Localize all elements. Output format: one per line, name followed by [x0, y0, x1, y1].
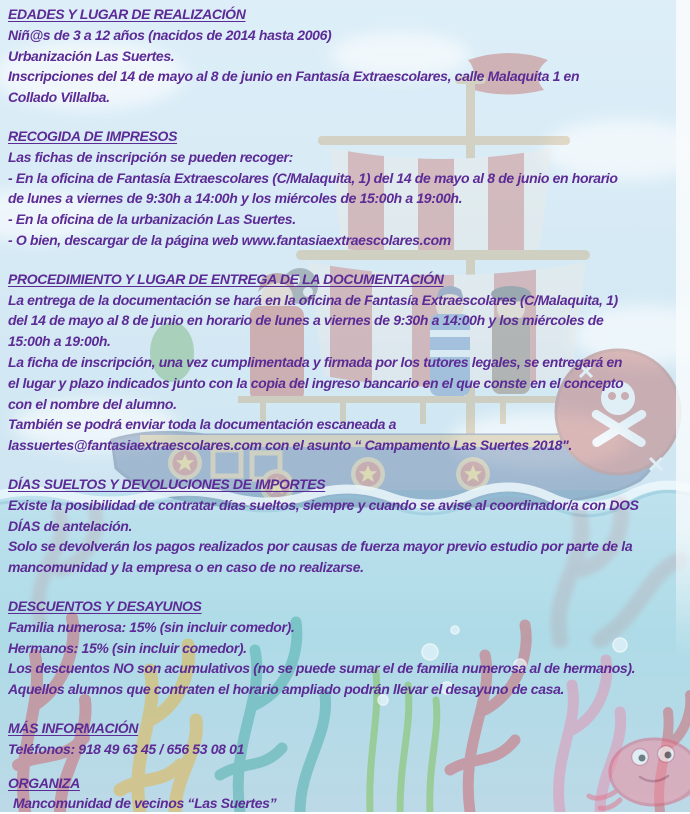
text-line: el lugar y plazo indicados junto con la copia del ingreso bancario en el que conste en el concepto [8, 373, 686, 394]
section-organiza [8, 773, 686, 814]
section-title: EDADES Y LUGAR DE REALIZACIÓN [8, 4, 686, 25]
text-line: Aquellos alumnos que contraten el horario ampliado podrán llevar el desayuno de casa. [8, 679, 686, 700]
text-line: con el nombre del alumno. [8, 394, 686, 415]
text-line: Familia numerosa: 15% (sin incluir comedor). [8, 617, 686, 638]
text-line: de lunes a viernes de 9:30h a 14:00h y los miércoles de 15:00h a 19:00h. [8, 188, 686, 209]
text-line: Las fichas de inscripción se pueden recoger: [8, 147, 686, 168]
section-procedimiento-entrega [8, 269, 686, 456]
text-line: La entrega de la documentación se hará en la oficina de Fantasía Extraescolares (C/Malaquita, 1) [8, 290, 686, 311]
text-line: Hermanos: 15% (sin incluir comedor). [8, 638, 686, 659]
text-line: Inscripciones del 14 de mayo al 8 de junio en Fantasía Extraescolares, calle Malaquita 1 en [8, 66, 686, 87]
section-edades [8, 4, 686, 108]
section-descuentos-desayunos [8, 596, 686, 700]
text-line: del 14 de mayo al 8 de junio en horario de lunes a viernes de 9:30h a 14:00h y los miércoles de [8, 310, 686, 331]
section-mas-informacion [8, 718, 686, 760]
section-recogida-impresos [8, 126, 686, 251]
section-dias-sueltos [8, 474, 686, 578]
website-line: - O bien, descargar de la página web www.fantasiaextraescolares.com [8, 230, 686, 251]
text-line: Urbanización Las Suertes. [8, 46, 686, 67]
section-title: DESCUENTOS Y DESAYUNOS [8, 596, 686, 617]
text-line: Collado Villalba. [8, 87, 686, 108]
text-line: También se podrá enviar toda la documentación escaneada a [8, 414, 686, 435]
text-line: Los descuentos NO son acumulativos (no se puede sumar el de familia numerosa al de hermanos). [8, 658, 686, 679]
text-line: DÍAS de antelación. [8, 516, 686, 537]
section-title: RECOGIDA DE IMPRESOS [8, 126, 686, 147]
text-line: Existe la posibilidad de contratar días sueltos, siempre y cuando se avise al coordinador/a con DOS [8, 495, 686, 516]
section-title: MÁS INFORMACIÓN [8, 718, 686, 739]
phone-numbers-line: Teléfonos: 918 49 63 45 / 656 53 08 01 [8, 739, 686, 760]
email-line: lassuertes@fantasiaextraescolares.com con el asunto “ Campamento Las Suertes 2018". [8, 435, 686, 456]
text-line: Solo se devolverán los pagos realizados por causas de fuerza mayor previo estudio por parte de la [8, 536, 686, 557]
section-title: PROCEDIMIENTO Y LUGAR DE ENTREGA DE LA DOCUMENTACIÓN [8, 269, 686, 290]
text-line: - En la oficina de Fantasía Extraescolares (C/Malaquita, 1) del 14 de mayo al 8 de junio en horario [8, 168, 686, 189]
section-title: DÍAS SUELTOS Y DEVOLUCIONES DE IMPORTES [8, 474, 686, 495]
organizer-line: Mancomunidad de vecinos “Las Suertes” [8, 793, 686, 814]
text-line: Niñ@s de 3 a 12 años (nacidos de 2014 hasta 2006) [8, 25, 686, 46]
text-line: - En la oficina de la urbanización Las Suertes. [8, 209, 686, 230]
section-title: ORGANIZA [8, 773, 686, 794]
text-line: mancomunidad y la empresa o en caso de no realizarse. [8, 557, 686, 578]
text-line: La ficha de inscripción, una vez cumplimentada y firmada por los tutores legales, se entregará en [8, 352, 686, 373]
text-line: 15:00h a 19:00h. [8, 331, 686, 352]
